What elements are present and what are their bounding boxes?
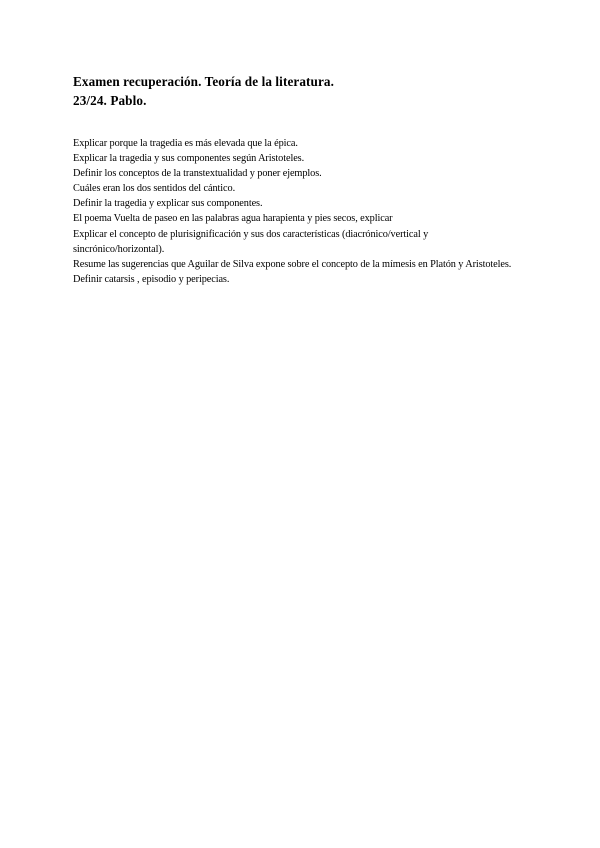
question-item: Explicar el concepto de plurisignificación y sus dos características (diacrónico/vertical y sincrónico/horizontal). — [73, 228, 429, 255]
question-item: Definir catarsis , episodio y peripecias. — [73, 273, 230, 285]
exam-subtitle: 23/24. Pablo. — [73, 93, 147, 108]
question-item: Explicar la tragedia y sus componentes según Aristoteles. — [73, 153, 305, 165]
question-item: Explicar porque la tragedia es más elevada que la épica. — [73, 138, 298, 149]
exam-title: Examen recuperación. Teoría de la literatura. — [73, 74, 335, 89]
question-item: Resume las sugerencias que Aguilar de Silva expone sobre el concepto de la mímesis en Platón y Aristoteles. — [73, 258, 512, 270]
question-item: Definir los conceptos de la transtextualidad y poner ejemplos. — [73, 168, 322, 180]
question-list — [73, 136, 518, 287]
question-item: Definir la tragedia y explicar sus componentes. — [73, 198, 263, 210]
question-item: Cuáles eran los dos sentidos del cántico. — [73, 183, 236, 195]
question-item: El poema Vuelta de paseo en las palabras agua harapienta y pies secos, explicar — [73, 213, 393, 225]
document-header — [73, 72, 543, 110]
